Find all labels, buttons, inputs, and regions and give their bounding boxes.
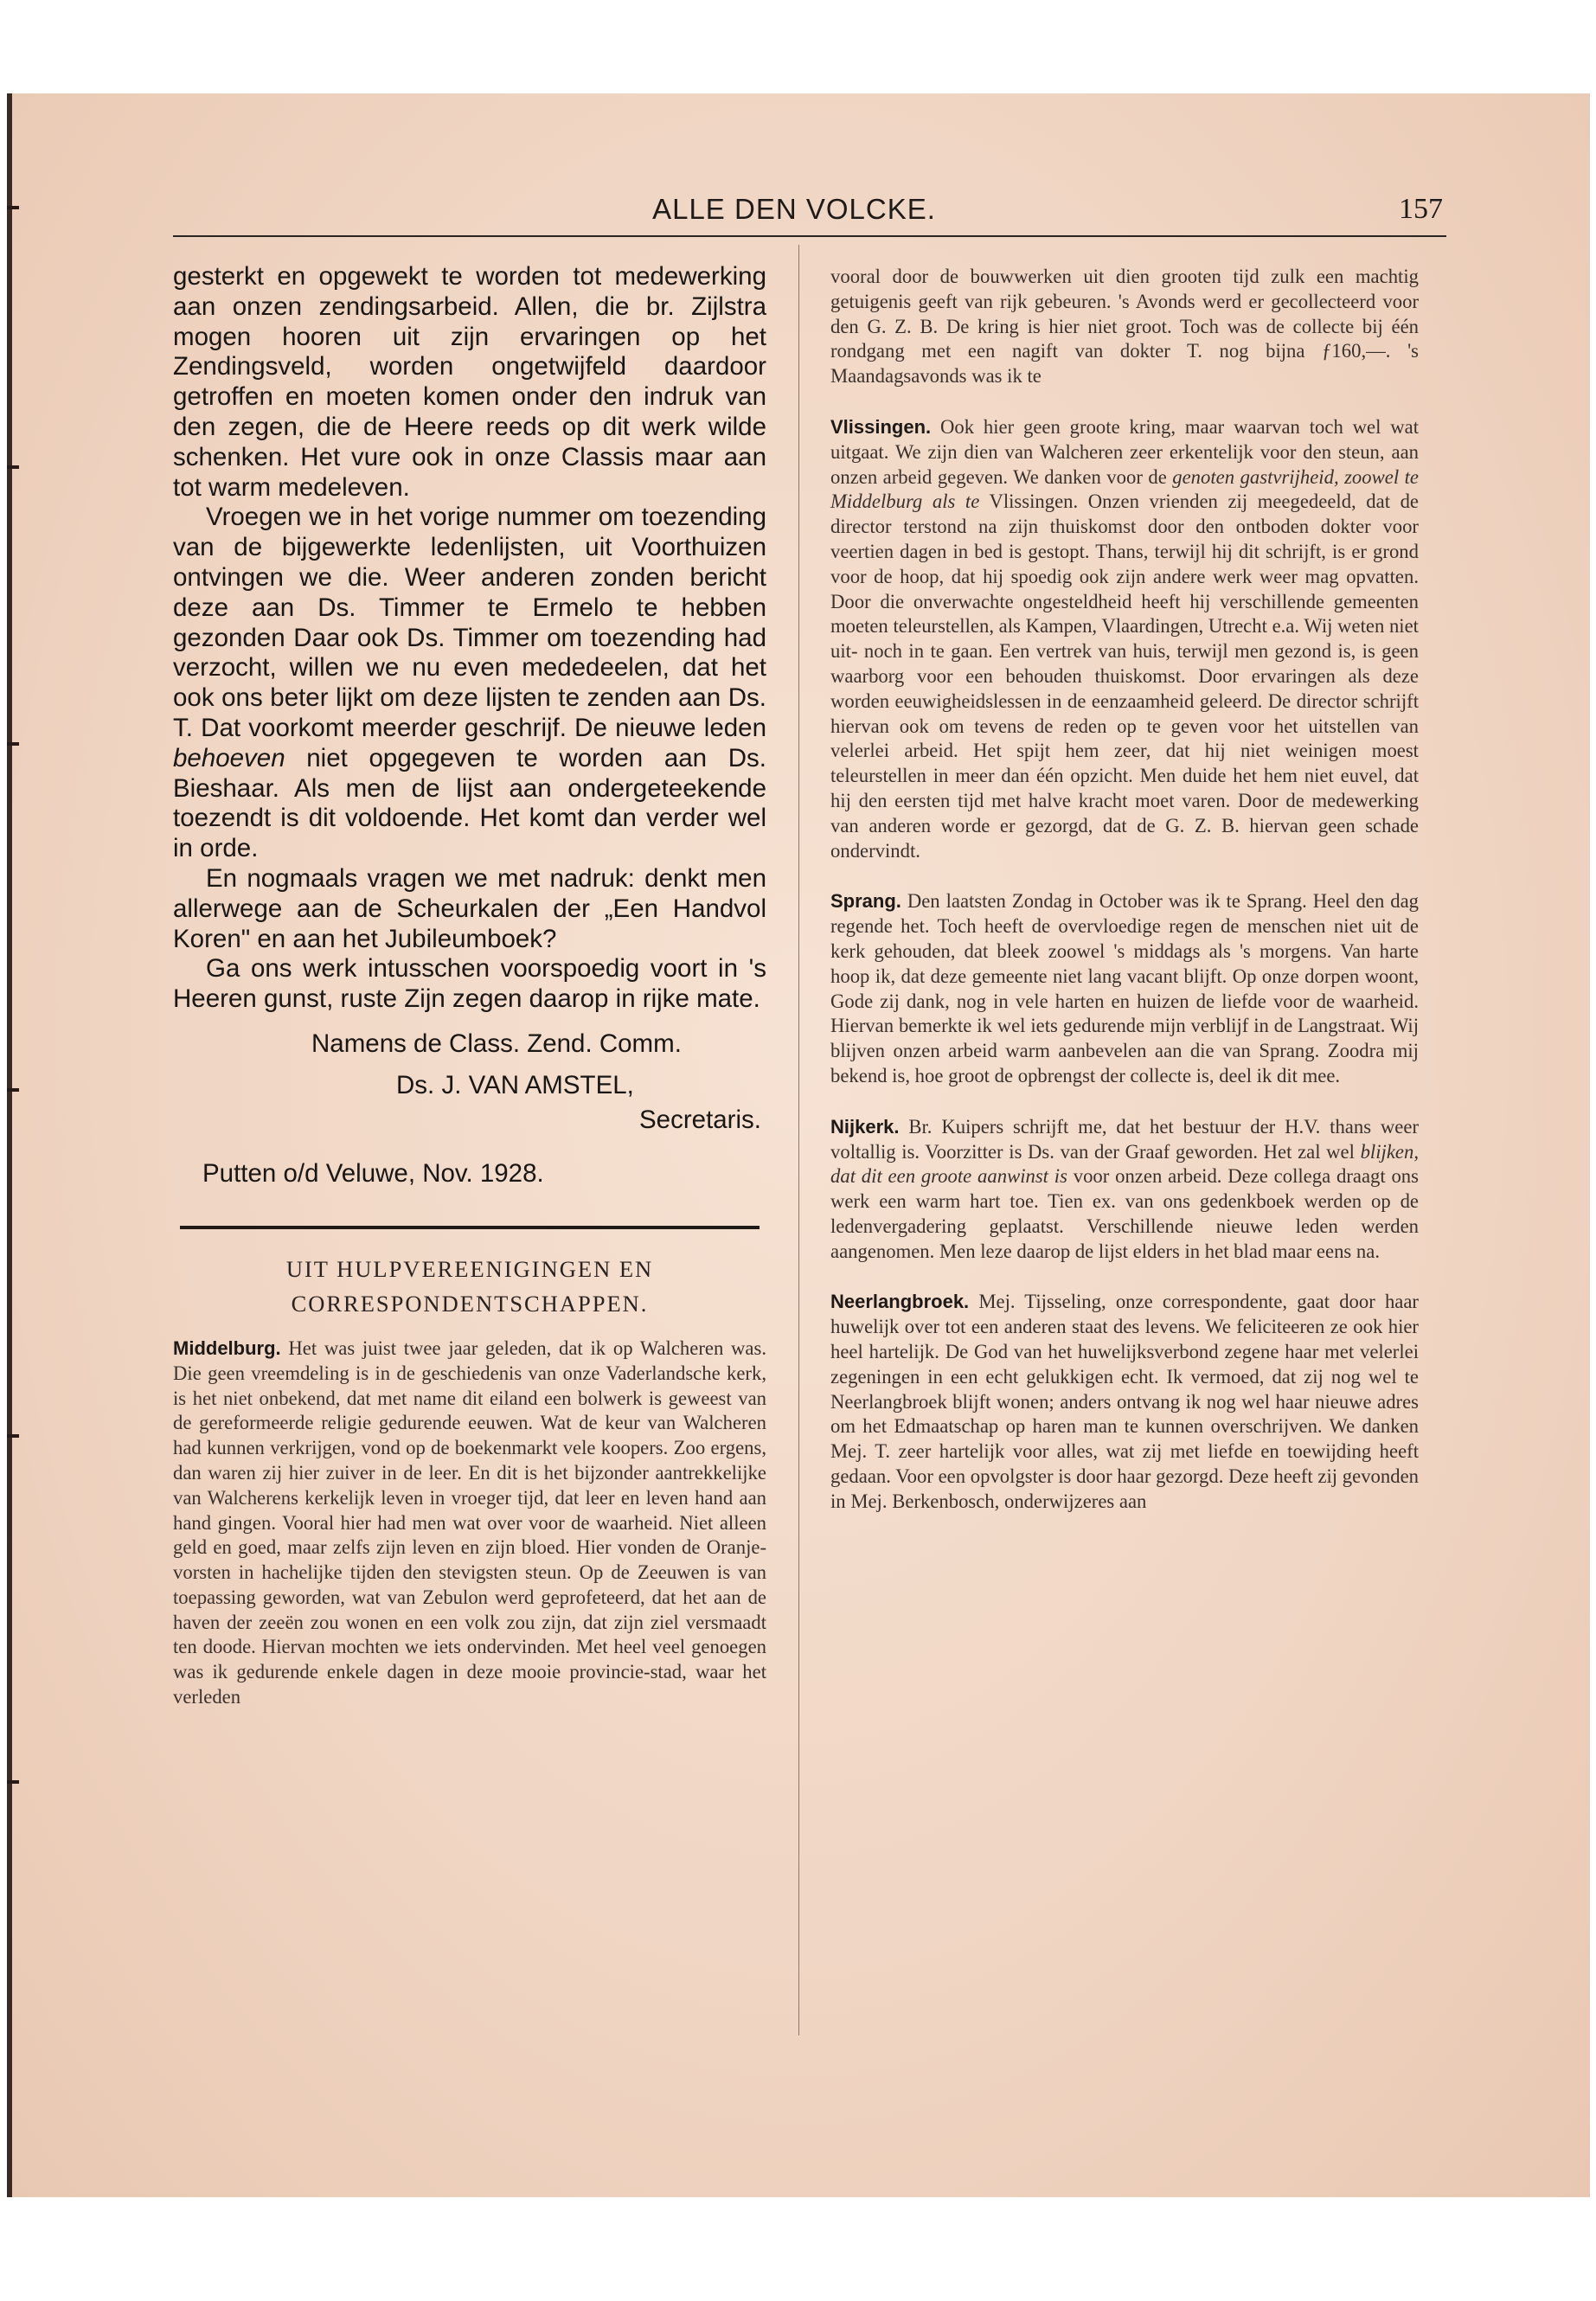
place-name: Vlissingen. <box>830 415 932 438</box>
paragraph: En nogmaals vragen we met nadruk: denkt men allerwege aan de Scheurkalen der „Een Handvol Koren" en aan het Jubileumboek? <box>173 863 766 953</box>
running-head-title: ALLE DEN VOLCKE. <box>652 193 936 225</box>
section-rule <box>180 1226 760 1229</box>
section-heading: UIT HULPVEREENIGINGEN EN CORRESPONDENTSCHAPPEN. <box>285 1255 654 1317</box>
page-number: 157 <box>1399 193 1443 225</box>
emphasis: blijken, dat dit een groote aanwinst is <box>830 1140 1419 1188</box>
scanned-page <box>7 93 1590 2197</box>
binding-mark <box>7 206 19 209</box>
place-name: Sprang. <box>830 890 901 913</box>
signature-place-date: Putten o/d Veluwe, Nov. 1928. <box>202 1158 544 1188</box>
report-middelburg: Middelburg. Het was juist twee jaar geleden, dat ik op Walcheren was. Die geen vreemdeling is in de geschiedenis van onze Vaderlandsche kerk, is het niet onbekend, dat met name dit eiland een bolwerk is geweest van de gereformeerde religie gedurende eeuwen. Wat de keur van Walcheren had kunnen verkrijgen, vond op de boekenmarkt vele koopers. Zoo ergens, dan waren zij hier zuiver in de leer. En dit is het bijzonder aantrekkelijke van Walcherens kerkelijk leven in vroeger tijd, dat leer en leven hand aan hand gingen. Vooral hier had men wat over voor de waarheid. Niet alleen geld en goed, maar zelfs zijn leven en zijn bloed. Hier vonden de Oranje-vorsten in hachelijke tijden den stevigsten steun. Op de Zeeuwen is van toepassing geworden, wat van Zebulon werd geprofeteerd, dat het aan de haven der zeeën zou wonen en een volk zou zijn, dat zijn ziel versmaadt ten doode. Hiervan mochten we iets ondervinden. Met heel veel genoegen was ik gedurende enkele dagen in deze mooie provincie-stad, waar het verleden <box>173 1336 766 1708</box>
signature-committee: Namens de Class. Zend. Comm. <box>311 1029 682 1058</box>
place-name: Middelburg. <box>173 1336 281 1359</box>
binding-mark <box>7 1088 19 1092</box>
place-name: Nijkerk. <box>830 1115 900 1138</box>
right-column <box>830 265 1419 1515</box>
report-sprang: Sprang. Den laatsten Zondag in October was ik te Sprang. Heel den dag regende het. Toch heeft de overvloedige regen de menschen niet uit de kerk gehouden, dat bleek zoowel 's middags als 's morgens. Van harte hoop ik, dat deze gemeente niet lang vacant blijft. Op onze dorpen woont, Gode zij dank, nog in vele harten en huizen de liefde voor de waarheid. Hiervan bemerkte ik wel iets gedurende mijn verblijf in de Langstraat. Wij blijven onzen arbeid warm aanbevelen aan die van Sprang. Zoodra mij bekend is, hoe groot de opbrengst der collecte is, deel ik dit mee. <box>830 890 1419 1086</box>
left-column <box>173 262 766 1710</box>
signature-name: Ds. J. VAN AMSTEL, <box>396 1070 634 1099</box>
emphasis: behoeven <box>173 743 285 772</box>
emphasis: genoten gastvrijheid, zoowel te Middelburg als te <box>830 465 1419 513</box>
place-name: Neerlangbroek. <box>830 1291 970 1313</box>
binding-edge <box>7 93 12 2197</box>
report-continuation: vooral door de bouwwerken uit dien grooten tijd zulk een machtig getuigenis geeft van rijk gebeuren. 's Avonds werd er gecollecteerd voor den G. Z. B. De kring is hier niet groot. Toch was de collecte bij één rondgang met een nagift van dokter T. nog bijna ƒ160,—. 's Maandagsavonds was ik te <box>830 266 1419 388</box>
signature-role: Secretaris. <box>639 1105 761 1134</box>
binding-mark <box>7 1780 19 1784</box>
report-nijkerk: Nijkerk. Br. Kuipers schrijft me, dat het bestuur der H.V. thans weer voltallig is. Voorzitter is Ds. van der Graaf geworden. Het zal wel blijken, dat dit een groote aanwinst is voor onzen arbeid. Deze collega draagt ons werk een warm hart toe. Tien ex. van ons gedenkboek werden op de ledenvergadering geplaatst. Verschillende nieuwe leden werden aangenomen. Men leze daarop de lijst elders in het blad maar eens na. <box>830 1115 1419 1262</box>
paragraph: Vroegen we in het vorige nummer om toezending van de bijgewerkte ledenlijsten, uit Voorthuizen ontvingen we die. Weer anderen zonden bericht deze aan Ds. Timmer te Ermelo te hebben gezonden Daar ook Ds. Timmer om toezending had verzocht, willen we nu even mededeelen, dat het ook ons beter lijkt om deze lijsten te zenden aan Ds. T. Dat voorkomt meerder geschrijf. De nieuwe leden behoeven niet opgegeven te worden aan Ds. Bieshaar. Als men de lijst aan ondergeteekende toezendt is dit voldoende. Het komt dan verder wel in orde. <box>173 503 766 863</box>
binding-mark <box>7 1434 19 1438</box>
binding-mark <box>7 742 19 746</box>
header-rule <box>173 235 1446 237</box>
paragraph: gesterkt en opgewekt te worden tot medewerking aan onzen zendingsarbeid. Allen, die br. Zijlstra mogen hooren uit zijn ervaringen op het Zendingsveld, worden ongetwijfeld daardoor getroffen en moeten komen onder den indruk van den zegen, die de Heere reeds op dit werk wilde schenken. Het vure ook in onze Classis maar aan tot warm medeleven. <box>173 262 766 502</box>
paragraph: Ga ons werk intusschen voorspoedig voort in 's Heeren gunst, ruste Zijn zegen daarop in rijke mate. <box>173 954 766 1014</box>
report-neerlangbroek: Neerlangbroek. Mej. Tijsseling, onze correspondente, gaat door haar huwelijk over tot een anderen staat des levens. We feliciteeren ze ook hier heel hartelijk. De God van het huwelijksverbond zegene haar met velerlei zegeningen in een echt gelukkigen echt. Ik vermoed, dat zij nog wel te Neerlangbroek blijft wonen; anders ontvang ik nog wel haar nieuwe adres om het Edmaatschap op haren man te kunnen overschrijven. We danken Mej. T. zeer hartelijk voor alles, wat zij met liefde en toewijding heeft gedaan. Voor een opvolgster is door haar gezorgd. Deze heeft zij gevonden in Mej. Berkenbosch, onderwijzeres aan <box>830 1291 1419 1512</box>
column-divider <box>798 245 799 2035</box>
report-vlissingen: Vlissingen. Ook hier geen groote kring, maar waarvan toch wel wat uitgaat. We zijn dien van Walcheren zeer erkentelijk voor den steun, aan onzen arbeid gegeven. We danken voor de genoten gastvrijheid, zoowel te Middelburg als te Vlissingen. Onzen vrienden zij meegedeeld, dat de director terstond na zijn thuiskomst door den ontboden dokter voor veertien dagen in bed is gestopt. Thans, terwijl hij dit schrijft, is er grond voor de hoop, dat hij spoedig ook zijn andere werk weer mag opvatten. Door die onverwachte ongesteldheid heeft hij verschillende gemeenten moeten teleurstellen, als Kampen, Vlaardingen, Utrecht e.a. Wij weten niet uit- noch in te gaan. Een vertrek van huis, terwijl men gezond is, is geen waarborg voor een behouden thuiskomst. Door ervaringen als deze worden eeuwigheidslessen in de eenzaamheid geleerd. De director schrijft hiervan ook om tevens de reden op te geven voor het uitstellen van velerlei arbeid. Het spijt hem zeer, dat hij niet weinigen moest teleurstellen in meer dan één opzicht. Men duide het hem niet euvel, dat hij den eersten tijd met halve kracht moet varen. Door de medewerking van anderen worde er gezorgd, dat de G. Z. B. hiervan geen schade ondervindt. <box>830 415 1419 862</box>
binding-mark <box>7 465 19 469</box>
